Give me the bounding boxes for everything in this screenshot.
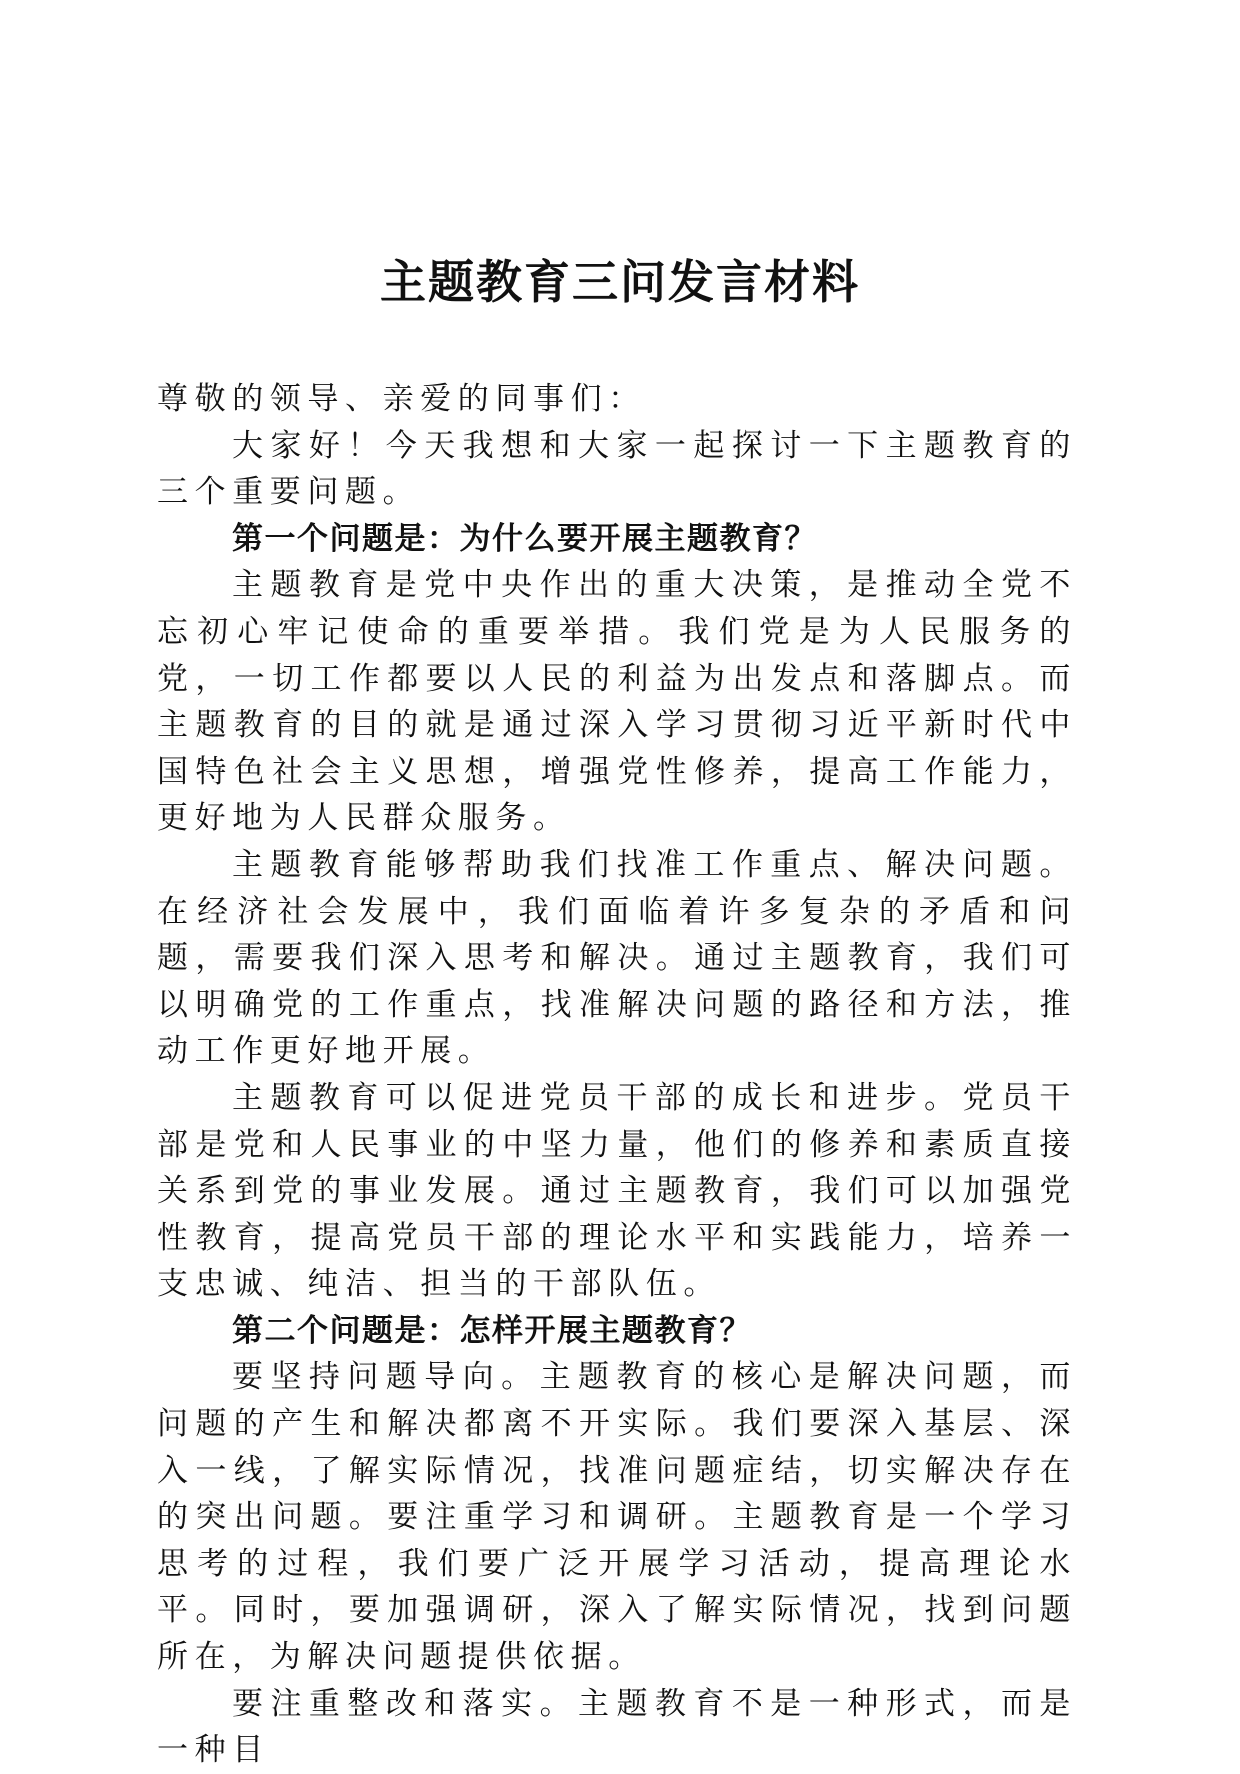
section-heading-2: 第二个问题是：怎样开展主题教育？ (232, 1312, 752, 1349)
paragraph: 主题教育可以促进党员干部的成长和进步。党员干部是党和人民事业的中坚力量，他们的修养和素质直接关系到党的事业发展。通过主题教育，我们可以加强党性教育，提高党员干部的理论水平和实践能力，培养一支忠诚、纯洁、担当的干部队伍。 (157, 1079, 1077, 1303)
section-heading-1: 第一个问题是：为什么要开展主题教育？ (232, 520, 817, 557)
paragraph: 主题教育是党中央作出的重大决策，是推动全党不忘初心牢记使命的重要举措。我们党是为人民服务的党，一切工作都要以人民的利益为出发点和落脚点。而主题教育的目的就是通过深入学习贯彻习近平新时代中国特色社会主义思想，增强党性修养，提高工作能力，更好地为人民群众服务。 (157, 567, 1077, 837)
paragraph: 要坚持问题导向。主题教育的核心是解决问题，而问题的产生和解决都离不开实际。我们要深入基层、深入一线，了解实际情况，找准问题症结，切实解决存在的突出问题。要注重学习和调研。主题教育是一个学习思考的过程，我们要广泛开展学习活动，提高理论水平。同时，要加强调研，深入了解实际情况，找到问题所在，为解决问题提供依据。 (157, 1359, 1077, 1676)
document-body (157, 376, 1077, 1774)
salutation: 尊敬的领导、亲爱的同事们： (157, 381, 646, 417)
paragraph: 要注重整改和落实。主题教育不是一种形式，而是一种目 (157, 1685, 1077, 1769)
paragraph-greeting: 大家好！今天我想和大家一起探讨一下主题教育的三个重要问题。 (157, 427, 1077, 511)
document-title: 主题教育三问发言材料 (380, 255, 860, 309)
paragraph: 主题教育能够帮助我们找准工作重点、解决问题。在经济社会发展中，我们面临着许多复杂的矛盾和问题，需要我们深入思考和解决。通过主题教育，我们可以明确党的工作重点，找准解决问题的路径和方法，推动工作更好地开展。 (157, 846, 1077, 1070)
